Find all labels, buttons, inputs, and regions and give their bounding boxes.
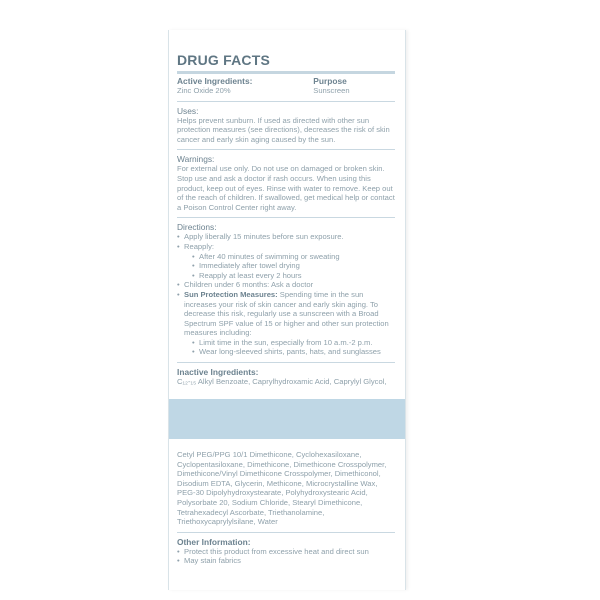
divider — [177, 149, 395, 150]
drug-facts-upper — [177, 52, 395, 387]
drug-facts-title: DRUG FACTS — [177, 52, 270, 68]
divider — [177, 532, 395, 533]
other-info-item: • May stain fabrics — [177, 556, 395, 566]
active-ingredients-header: Active Ingredients: — [177, 76, 253, 86]
divider — [177, 362, 395, 363]
directions-list — [177, 232, 395, 357]
other-information-list — [177, 547, 395, 566]
direction-reapply: • Reapply: — [177, 242, 395, 252]
active-ingredient: Zinc Oxide 20% — [177, 86, 231, 95]
warnings-text: For external use only. Do not use on damaged or broken skin. Stop use and ask a doctor if rash occurs. When using this product, keep out of eyes. Rinse with water to remove. Keep out of the reach of children. If swallowed, get medical help or contact a Poison Control Center right away. — [177, 164, 395, 212]
sun-protection-label: Sun Protection Measures: — [184, 289, 278, 299]
direction-children: • Children under 6 months: Ask a doctor — [177, 280, 395, 290]
uses-label: Uses: — [177, 105, 199, 116]
inactive-ingredients-label: Inactive Ingredients: — [177, 367, 259, 378]
inactive-ingredients-continued: Cetyl PEG/PPG 10/1 Dimethicone, Cyclohexasiloxane, Cyclopentasiloxane, Dimethicone, Dimethicone Crosspolymer, Dimethicone/Vinyl Dimethicone Crosspolymer, Dimethiconol, Disodium EDTA, Glycerin, Methicone, Microcrystalline Wax, PEG-30 Dipolyhydroxystearate, Polyhydroxystearic Acid, Polysorbate 20, Sodium Chloride, Stearyl Dimethicone, Tetrahexadecyl Ascorbate, Triethanolamine, Triethoxycaprylylsilane, Water — [177, 450, 387, 527]
warnings-label: Warnings: — [177, 154, 215, 165]
sun-protection-item: • Limit time in the sun, especially from 10 a.m.-2 p.m. — [177, 338, 395, 348]
color-band — [169, 399, 405, 439]
directions-label: Directions: — [177, 222, 217, 233]
drug-facts-lower — [177, 450, 395, 566]
sun-protection-text: Spending time in the sun increases your risk of skin cancer and early skin aging. To decrease this risk, regularly use a sunscreen with a Broad Spectrum SPF value of 15 or higher and other sun protection measures including: — [184, 289, 389, 338]
other-information-label: Other Information: — [177, 536, 251, 547]
direction-sun-protection — [177, 290, 395, 338]
purpose-header: Purpose — [313, 76, 347, 86]
active-ingredients-row — [177, 76, 395, 96]
title-rule — [177, 71, 395, 74]
uses-text: Helps prevent sunburn. If used as directed with other sun protection measures (see directions), decreases the risk of skin cancer and early skin aging caused by the sun. — [177, 115, 390, 144]
reapply-item: • Reapply at least every 2 hours — [177, 271, 395, 281]
drug-facts-panel — [168, 30, 406, 590]
sun-protection-item: • Wear long-sleeved shirts, pants, hats, and sunglasses — [177, 347, 395, 357]
divider — [177, 217, 395, 218]
other-info-item: • Protect this product from excessive heat and direct sun — [177, 547, 395, 557]
inactive-ingredients-line1: C₁₂-₁₅ Alkyl Benzoate, Caprylhydroxamic Acid, Caprylyl Glycol, — [177, 377, 387, 387]
direction-apply: • Apply liberally 15 minutes before sun exposure. — [177, 232, 395, 242]
reapply-item: • Immediately after towel drying — [177, 261, 395, 271]
reapply-item: • After 40 minutes of swimming or sweating — [177, 252, 395, 262]
divider — [177, 101, 395, 102]
purpose-value: Sunscreen — [313, 86, 350, 95]
